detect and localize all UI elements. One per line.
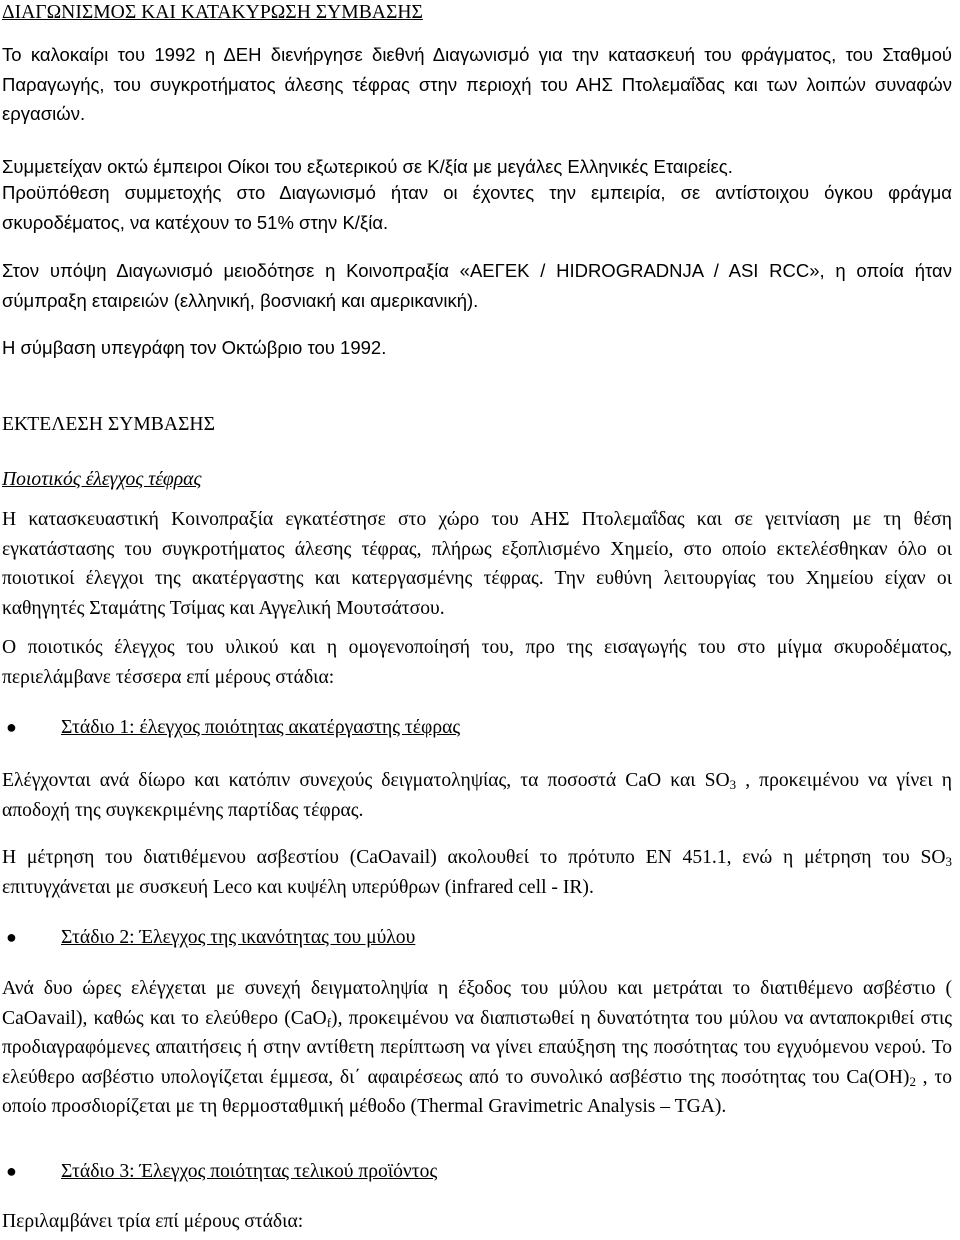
- list-item-stage-2: [2, 922, 952, 953]
- paragraph-stage-1-measurement: Η μέτρηση του διατιθέμενου ασβεστίου (CaOavail) ακολουθεί το πρότυπο ΕΝ 451.1, ενώ η μέτρηση του $SO_3$ επιτυγχάνεται με συσκευή Leco και κυψέλη υπερύθρων (infrared cell - IR).: [2, 847, 952, 898]
- subsection-title-ash-quality: Ποιοτικός έλεγχος τέφρας: [2, 469, 202, 490]
- paragraph-lowest-bidder: Στον υπόψη Διαγωνισμό μειοδότησε η Κοινοπραξία «ΑΕΓΕΚ / HIDROGRADNJA / ASI RCC», η οποία ήταν σύμπραξη εταιρειών (ελληνική, βοσνιακή και αμερικανική).: [2, 260, 952, 311]
- paragraph-laboratory: Η κατασκευαστική Κοινοπραξία εγκατέστησε στο χώρο του ΑΗΣ Πτολεμαΐδας και σε γειτνίαση με τη θέση εγκατάστασης του συγκροτήματος άλεσης τέφρας, πλήρως εξοπλισμένο Χημείο, στο οποίο εκτελέσθηκαν όλο οι ποιοτικοί έλεγχοι της ακατέργαστης και κατεργασμένης τέφρας. Την ευθύνη λειτουργίας του Χημείου είχαν οι καθηγητές Σταμάτης Τσίμας και Αγγελική Μουτσάτσου.: [2, 509, 952, 619]
- stage-2-heading: Στάδιο 2: Έλεγχος της ικανότητας του μύλου: [61, 927, 416, 948]
- paragraph-contract-signed: Η σύμβαση υπεγράφη τον Οκτώβριο του 1992.: [2, 337, 387, 358]
- paragraph-quality-control-stages: Ο ποιοτικός έλεγχος του υλικού και η ομογενοποίησή του, προ της εισαγωγής του στο μίγμα σκυροδέματος, περιελάμβανε τέσσερα επί μέρους στάδια:: [2, 637, 952, 688]
- bullet-icon: ●: [6, 927, 17, 947]
- bullet-icon: ●: [6, 717, 17, 737]
- paragraph-participants: Συμμετείχαν οκτώ έμπειροι Οίκοι του εξωτερικού σε Κ/ξία με μεγάλες Ελληνικές Εταιρείες.: [2, 156, 733, 177]
- stage-1-heading: Στάδιο 1: έλεγχος ποιότητας ακατέργαστης τέφρας: [61, 717, 461, 738]
- paragraph-stage-2-mill: Ανά δυο ώρες ελέγχεται με συνεχή δειγματοληψία η έξοδος του μύλου και μετράται το διατιθέμενο ασβέστιο ( CaOavail), καθώς και το ελεύθερο (CaO$_f$), προκειμένου να διαπιστωθεί η δυνατότητα του μύλου να ανταποκριθεί στις προδιαγραφόμενες απαιτήσεις ή στην αντίθετη περίπτωση να γίνει επαύξηση της ποσότητας του εγχυόμενου νερού. Το ελεύθερο ασβέστιο υπολογίζεται έμμεσα, δι΄ αφαιρέσεως από το συνολικό ασβέστιο της ποσότητας του $Ca(OH)_2$ , το οποίο προσδιορίζεται με τη θερμοσταθμική μέθοδο (Thermal Gravimetric Analysis – TGA).: [2, 978, 952, 1117]
- paragraph-tender-intro: Το καλοκαίρι του 1992 η ΔΕΗ διενήργησε διεθνή Διαγωνισμό για την κατασκευή του φράγματος, του Σταθμού Παραγωγής, του συγκροτήματος άλεσης τέφρας στην περιοχή του ΑΗΣ Πτολεμαΐδας και των λοιπών συναφών εργασιών.: [2, 44, 952, 124]
- paragraph-stage-1-sampling: Ελέγχονται ανά δίωρο και κατόπιν συνεχούς δειγματοληψίας, τα ποσοστά CaO και $SO_3$ , προκειμένου να γίνει η αποδοχή της συγκεκριμένης παρτίδας τέφρας.: [2, 770, 952, 821]
- bullet-icon: ●: [6, 1161, 17, 1181]
- list-item-stage-3: [2, 1156, 952, 1187]
- paragraph-precondition: Προϋπόθεση συμμετοχής στο Διαγωνισμό ήταν οι έχοντες την εμπειρία, σε αντίστοιχου όγκου φράγμα σκυροδέματος, να κατέχουν το 51% στην Κ/ξία.: [2, 182, 952, 233]
- list-item-stage-1: [2, 712, 952, 743]
- paragraph-stage-3-substages: Περιλαμβάνει τρία επί μέρους στάδια:: [2, 1211, 304, 1232]
- stage-3-heading: Στάδιο 3: Έλεγχος ποιότητας τελικού προϊόντος: [61, 1161, 438, 1182]
- section-title-execution: ΕΚΤΕΛΕΣΗ ΣΥΜΒΑΣΗΣ: [2, 414, 215, 435]
- section-title-tender: ΔΙΑΓΩΝΙΣΜΟΣ ΚΑΙ ΚΑΤΑΚΥΡΩΣΗ ΣΥΜΒΑΣΗΣ: [2, 2, 423, 23]
